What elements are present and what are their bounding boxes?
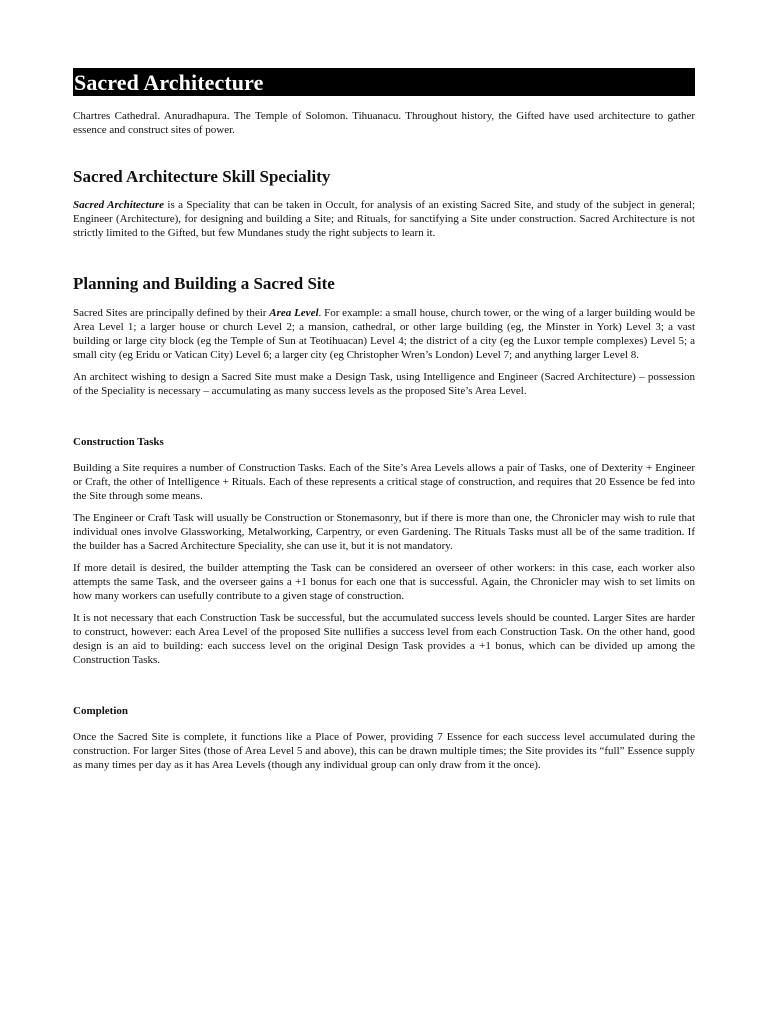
- skill-lead-term: Sacred Architecture: [73, 199, 164, 211]
- construction-paragraph-3: If more detail is desired, the builder attempting the Task can be considered an overseer of other workers: in this case, each worker also attempts the same Task, and the overseer gains a +1 bonus for each one that is successful. Again, the Chronicler may wish to set limits on how many workers can usefully contribute to a given stage of construction.: [73, 562, 695, 602]
- planning-paragraph-1: [73, 306, 695, 362]
- intro-paragraph: Chartres Cathedral. Anuradhapura. The Temple of Solomon. Tihuanacu. Throughout history, the Gifted have used architecture to gather essence and construct sites of power.: [73, 110, 695, 136]
- skill-speciality-heading: Sacred Architecture Skill Speciality: [73, 167, 331, 186]
- skill-speciality-paragraph: [73, 198, 695, 240]
- completion-heading: Completion: [73, 705, 128, 717]
- completion-paragraph: Once the Sacred Site is complete, it functions like a Place of Power, providing 7 Essence for each success level accumulated during the construction. For larger Sites (those of Area Level 5 and above), this can be drawn multiple times; the Site provides its “full” Essence supply as many times per day as it has Area Levels (though any individual group can only draw from it the once).: [73, 731, 695, 771]
- area-level-term: Area Level: [269, 307, 319, 319]
- construction-tasks-heading: Construction Tasks: [73, 436, 164, 448]
- document-page: [73, 68, 695, 772]
- skill-body-text: is a Speciality that can be taken in Occult, for analysis of an existing Sacred Site, and study of the subject in general; Engineer (Architecture), for designing and building a Site; and Rituals, for sanctifying a Site under construction. Sacred Architecture is not strictly limited to the Gifted, but few Mundanes study the right subjects to learn it.: [73, 199, 696, 239]
- page-title: Sacred Architecture: [73, 68, 695, 96]
- construction-paragraph-2: The Engineer or Craft Task will usually be Construction or Stonemasonry, but if there is more than one, the Chronicler may wish to rule that individual ones involve Glassworking, Metalworking, Carpentry, or even Gardening. The Rituals Tasks must all be of the same tradition. If the builder has a Sacred Architecture Speciality, she can use it, but it is not mandatory.: [73, 512, 695, 552]
- construction-paragraph-4: It is not necessary that each Construction Task be successful, but the accumulated success levels should be counted. Larger Sites are harder to construct, however: each Area Level of the proposed Site nullifies a success level from each Construction Task. On the other hand, good design is an aid to building: each success level on the original Design Task provides a +1 bonus, which can be divided up among the Construction Tasks.: [73, 612, 695, 666]
- planning-paragraph-2: An architect wishing to design a Sacred Site must make a Design Task, using Intelligence and Engineer (Sacred Architecture) – possession of the Speciality is necessary – accumulating as many success levels as the proposed Site’s Area Level.: [73, 371, 695, 397]
- planning-heading: Planning and Building a Sacred Site: [73, 274, 335, 293]
- construction-paragraph-1: Building a Site requires a number of Construction Tasks. Each of the Site’s Area Levels allows a pair of Tasks, one of Dexterity + Engineer or Craft, the other of Intelligence + Rituals. Each of these represents a critical stage of construction, and requires that 20 Essence be fed into the Site through some means.: [73, 462, 695, 502]
- planning-p1-pre: Sacred Sites are principally defined by their: [73, 307, 270, 319]
- planning-p1-post: . For example: a small house, church tower, or the wing of a larger building would be Area Level 1; a larger house or church Level 2; a mansion, cathedral, or other large building (eg, the Minster in York) Level 3; a vast building or large city block (eg the Temple of Sun at Teotihuacan) Level 4; the district of a city (eg the Luxor temple complexes) Level 5; a small city (eg Eridu or Vatican City) Level 6; a larger city (eg Christopher Wren’s London) Level 7; and anything larger Level 8.: [73, 307, 695, 361]
